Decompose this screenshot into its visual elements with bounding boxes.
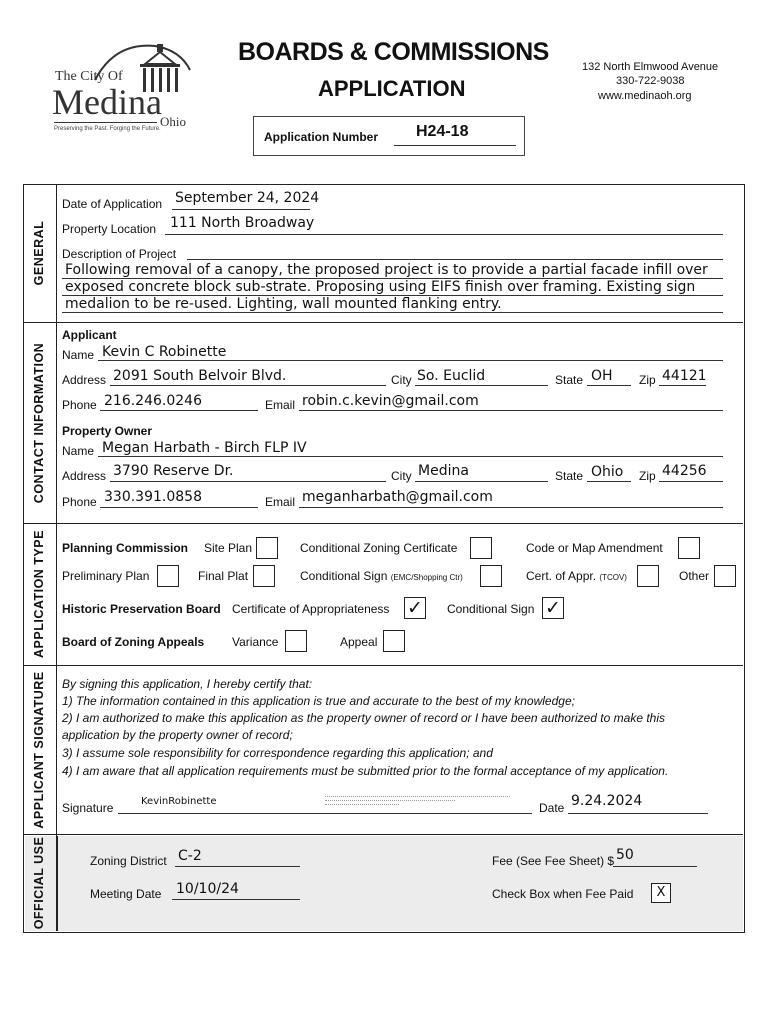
fee-paid-label: Check Box when Fee Paid (492, 887, 634, 901)
certify-item-1: 1) The information contained in this application is true and accurate to the best of my knowledge; (62, 694, 575, 708)
meeting-date-label: Meeting Date (90, 887, 162, 901)
signature-date-label: Date (539, 801, 565, 815)
digital-signature-stamp (325, 794, 510, 808)
appeal-label: Appeal (340, 635, 378, 649)
city-phone: 330-722-9038 (616, 75, 685, 87)
applicant-city-field[interactable]: So. Euclid (417, 368, 486, 384)
final-plat-label: Final Plat (198, 569, 249, 583)
city-address: 132 North Elmwood Avenue (582, 61, 719, 73)
owner-address-label: Address (62, 469, 107, 483)
code-map-amendment-checkbox[interactable] (678, 537, 700, 559)
cert-of-appr-text: Cert. of Appr. (526, 569, 597, 583)
applicant-name-field[interactable]: Kevin C Robinette (102, 344, 227, 360)
owner-name-label: Name (62, 444, 95, 458)
conditional-sign-text: Conditional Sign (300, 569, 388, 583)
application-number-box (253, 116, 525, 156)
applicant-phone-label: Phone (62, 398, 97, 412)
site-plan-label: Site Plan (204, 541, 253, 555)
official-use-shade (25, 836, 743, 931)
owner-email-field[interactable]: meganharbath@gmail.com (302, 489, 493, 505)
czc-label: Conditional Zoning Certificate (300, 541, 458, 555)
property-location-field[interactable]: 111 North Broadway (170, 215, 315, 231)
owner-phone-field[interactable]: 330.391.0858 (104, 489, 202, 505)
fee-paid-checkbox[interactable]: X (651, 883, 671, 903)
cert-of-appr-note: (TCOV) (599, 573, 627, 582)
certify-intro: By signing this application, I hereby certify that: (62, 677, 313, 691)
form-title-line1: BOARDS & COMMISSIONS (238, 38, 549, 66)
hist-conditional-sign-checkbox[interactable]: ✓ (542, 597, 564, 619)
owner-city-label: City (391, 469, 412, 483)
owner-email-label: Email (265, 495, 296, 509)
owner-address-field[interactable]: 3790 Reserve Dr. (113, 463, 234, 479)
site-plan-checkbox[interactable] (256, 537, 278, 559)
applicant-heading: Applicant (62, 328, 117, 342)
zoning-district-field[interactable]: C-2 (178, 848, 202, 864)
applicant-name-label: Name (62, 348, 95, 362)
conditional-sign-checkbox[interactable] (480, 565, 502, 587)
coa-label: Certificate of Appropriateness (232, 602, 390, 616)
owner-state-field[interactable]: Ohio (591, 464, 624, 480)
applicant-zip-label: Zip (639, 373, 656, 387)
other-label: Other (679, 569, 710, 583)
certify-item-2: 2) I am authorized to make this application as the property owner of record or I have been authorized to make this (62, 711, 665, 725)
historic-preservation-heading: Historic Preservation Board (62, 602, 221, 616)
czc-checkbox[interactable] (470, 537, 492, 559)
bza-heading: Board of Zoning Appeals (62, 635, 205, 649)
section-official: OFFICIAL USE (32, 836, 46, 930)
cert-of-appr-checkbox[interactable] (637, 565, 659, 587)
date-of-application-field[interactable]: September 24, 2024 (175, 190, 320, 206)
cert-of-appr-label (526, 569, 627, 583)
planning-commission-heading: Planning Commission (62, 541, 189, 555)
certify-item-3: 3) I assume sole responsibility for correspondence regarding this application; and (62, 746, 493, 760)
owner-name-field[interactable]: Megan Harbath - Birch FLP IV (102, 440, 307, 456)
code-map-amendment-label: Code or Map Amendment (526, 541, 663, 555)
logo-tagline: Preserving the Past. Forging the Future. (54, 126, 161, 132)
date-of-application-label: Date of Application (62, 197, 163, 211)
final-plat-checkbox[interactable] (253, 565, 275, 587)
description-label: Description of Project (62, 247, 177, 261)
variance-checkbox[interactable] (285, 630, 307, 652)
city-website: www.medinaoh.org (598, 90, 692, 102)
section-contact: CONTACT INFORMATION (32, 342, 46, 504)
appeal-checkbox[interactable] (383, 630, 405, 652)
hist-conditional-sign-label: Conditional Sign (447, 602, 535, 616)
form-title-line2: APPLICATION (318, 76, 466, 101)
signature-date-field[interactable]: 9.24.2024 (571, 793, 643, 809)
applicant-email-label: Email (265, 398, 296, 412)
owner-zip-field[interactable]: 44256 (662, 463, 707, 479)
fee-field[interactable]: 50 (616, 847, 634, 863)
section-app-type: APPLICATION TYPE (32, 530, 46, 658)
conditional-sign-note: (EMC/Shopping Ctr) (390, 573, 463, 582)
applicant-email-field[interactable]: robin.c.kevin@gmail.com (302, 393, 479, 409)
other-checkbox[interactable] (714, 565, 736, 587)
logo-line2: Medina (52, 82, 162, 122)
applicant-address-label: Address (62, 373, 107, 387)
section-signature: APPLICANT SIGNATURE (32, 671, 46, 829)
applicant-state-field[interactable]: OH (591, 368, 613, 384)
zoning-district-label: Zoning District (90, 854, 167, 868)
applicant-phone-field[interactable]: 216.246.0246 (104, 393, 202, 409)
city-logo (50, 40, 190, 136)
owner-heading: Property Owner (62, 424, 153, 438)
meeting-date-field[interactable]: 10/10/24 (176, 881, 239, 897)
logo-line1: The City Of (55, 69, 123, 84)
section-general: GENERAL (32, 220, 46, 286)
preliminary-plan-checkbox[interactable] (157, 565, 179, 587)
signature-label: Signature (62, 801, 114, 815)
owner-city-field[interactable]: Medina (418, 463, 469, 479)
conditional-sign-label (300, 569, 463, 583)
preliminary-plan-label: Preliminary Plan (62, 569, 150, 583)
coa-checkbox[interactable]: ✓ (404, 597, 426, 619)
certify-item-4: 4) I am aware that all application requirements must be submitted prior to the formal acceptance of my application. (62, 764, 669, 778)
applicant-zip-field[interactable]: 44121 (662, 368, 707, 384)
logo-line3: Ohio (160, 114, 186, 129)
owner-phone-label: Phone (62, 495, 97, 509)
applicant-state-label: State (555, 373, 584, 387)
variance-label: Variance (232, 635, 279, 649)
property-location-label: Property Location (62, 222, 157, 236)
applicant-address-field[interactable]: 2091 South Belvoir Blvd. (113, 368, 287, 384)
application-number-label: Application Number (264, 130, 379, 144)
owner-state-label: State (555, 469, 584, 483)
certify-item-2-cont: application by the property owner of record; (62, 728, 293, 742)
applicant-city-label: City (391, 373, 412, 387)
description-line-2: exposed concrete block sub-strate. Proposing using EIFS finish over framing. Existing sign (65, 279, 696, 295)
application-number-value[interactable]: H24-18 (416, 123, 469, 140)
description-line-3: medalion to be re-used. Lighting, wall mounted flanking entry. (65, 296, 502, 312)
description-line-1: Following removal of a canopy, the proposed project is to provide a partial facade infill over (65, 262, 708, 278)
fee-label: Fee (See Fee Sheet) $ (492, 854, 615, 868)
signature-field[interactable]: KevinRobinette (141, 796, 217, 807)
owner-zip-label: Zip (639, 469, 656, 483)
